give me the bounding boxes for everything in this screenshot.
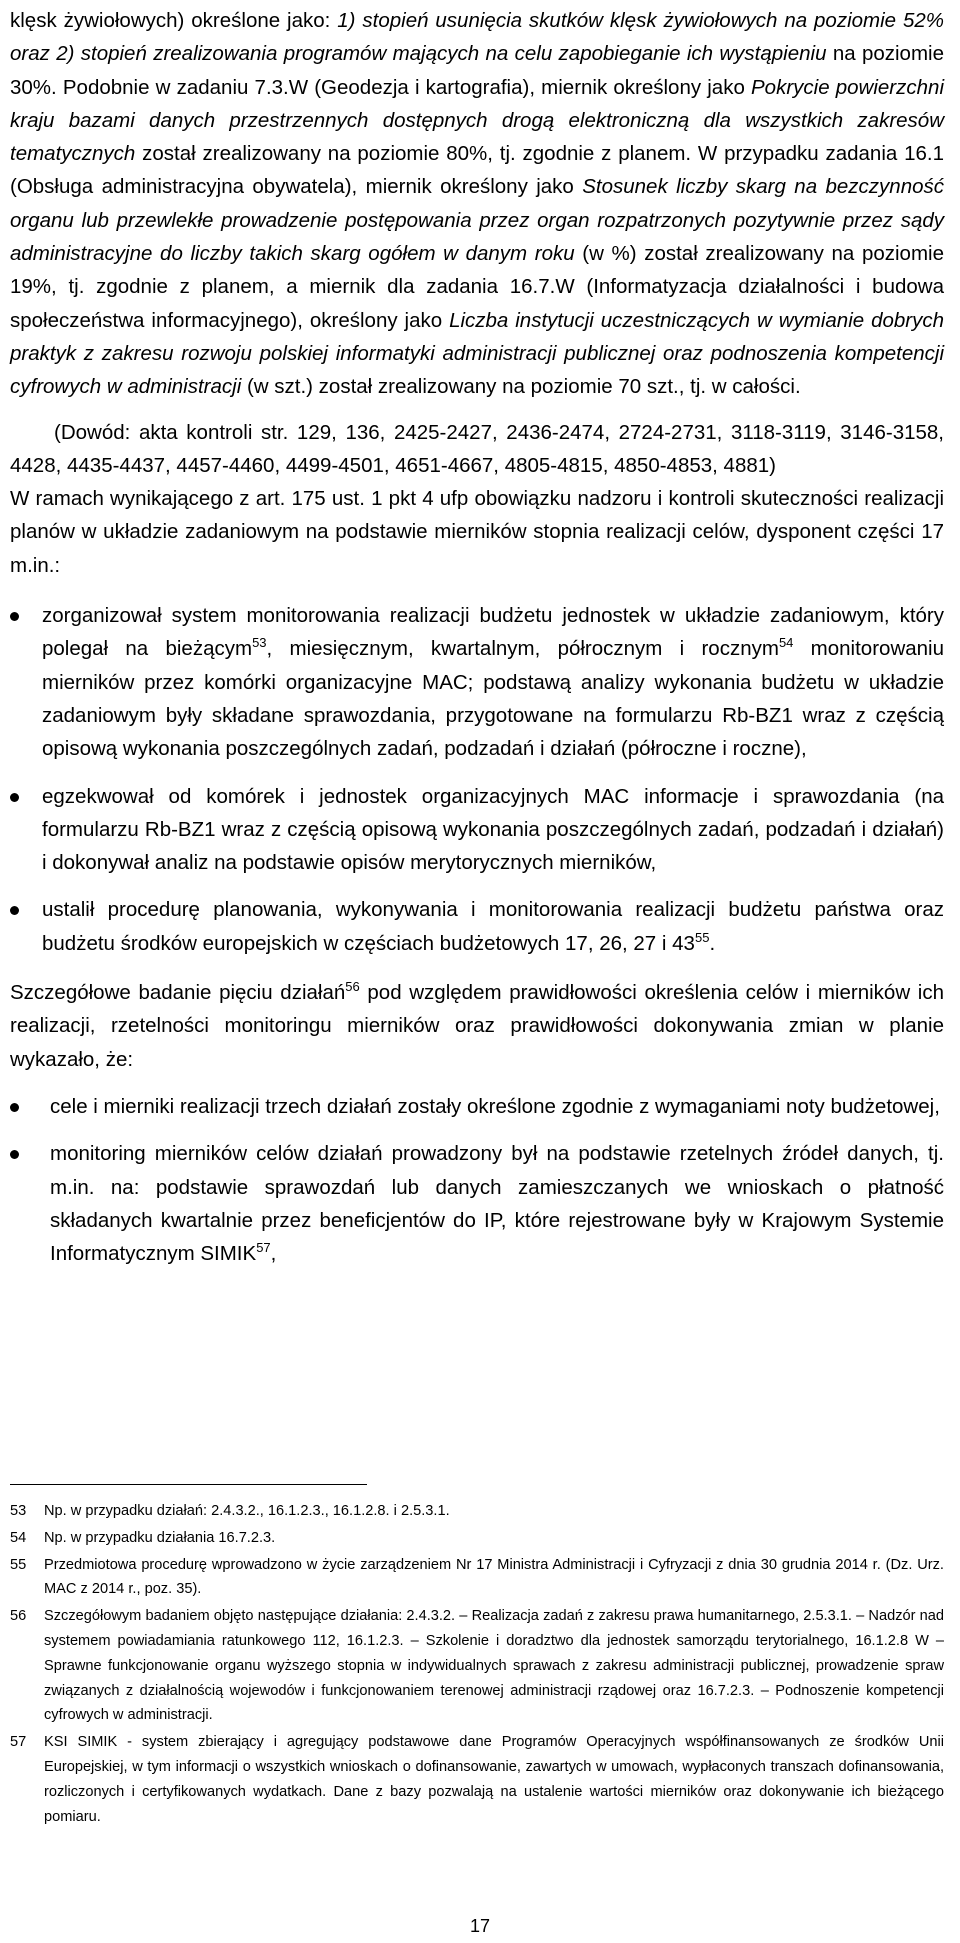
italic-segment: Stosunek liczby skarg na bezczynność organu lub przewlekłe prowadzenie postępowania przez organ rozpatrzonych pozytywnie przez sądy administracyjne do liczby takich skarg ogółem w danym roku: [10, 175, 944, 266]
footnote-text: KSI SIMIK - system zbierający i agregujący podstawowe dane Programów Operacyjnych współfinansowanych ze środków Unii Europejskiej, w tym informacji o wszystkich wnioskach o dofinansowanie, zawartych w umowach, wypłaconych transzach dofinansowania, rozliczonych i certyfikowanych wydatkach. Dane z bazy pozwalają na ustalenie wartości mierników oraz dokonywanie ich bieżącego pomiaru.: [44, 1734, 944, 1825]
paragraph-measures: [10, 4, 944, 404]
list-item: monitoring mierników celów działań prowadzony był na podstawie rzetelnych źródeł danych, tj. m.in. na: podstawie sprawozdań lub danych zamieszczanych we wnioskach o płatność składanych kwartalnie przez beneficjentów do IP, które rejestrowane były w Krajowym Systemie Informatycznym SIMIK$^{57}$,: [10, 1137, 944, 1270]
bullet-icon: [10, 906, 19, 915]
paragraph-detailed-review: Szczegółowe badanie pięciu działań$^{56}$ pod względem prawidłowości określenia celów i mierników ich realizacji, rzetelności monitoringu mierników oraz prawidłowości dokonywania zmian w planie wykazało, że:: [10, 979, 944, 1071]
list-item: zorganizował system monitorowania realizacji budżetu jednostek w układzie zadaniowym, który polegał na bieżącym$^{53}$, miesięcznym, kwartalnym, półrocznym i rocznym$^{54}$ monitorowaniu mierników przez komórki organizacyjne MAC; podstawą analizy wykonania budżetu w układzie zadaniowym były składane sprawozdania, przygotowane na formularzu Rb-BZ1 wraz z częścią opisową wykonania poszczególnych zadań, podzadań i działań (półroczne i roczne),: [10, 599, 944, 765]
footnote-text: Np. w przypadku działań: 2.4.3.2., 16.1.2.3., 16.1.2.8. i 2.5.3.1.: [44, 1503, 450, 1519]
footnote-number: 56: [10, 1608, 27, 1625]
bullet-icon: [10, 1103, 19, 1112]
footnote-ref: 53: [252, 635, 267, 651]
footnote-text: Przedmiotowa procedurę wprowadzono w życie zarządzeniem Nr 17 Ministra Administracji i Cyfryzacji z dnia 30 grudnia 2014 r. (Dz. Urz. MAC z 2014 r., poz. 35).: [44, 1556, 944, 1598]
document-page: [0, 4, 960, 1943]
list-item: cele i mierniki realizacji trzech działań zostały określone zgodnie z wymaganiami noty budżetowej,: [10, 1090, 944, 1123]
footnote: [10, 1526, 944, 1551]
footnote-text: Np. w przypadku działania 16.7.2.3.: [44, 1529, 276, 1546]
text-segment: został zrealizowany na poziomie 80%, tj. zgodnie z planem. W przypadku zadania 16.1 (Obsługa administracyjna obywatela), miernik określony jako: [10, 142, 944, 199]
list-findings: [10, 1090, 944, 1270]
footnote-ref: 57: [256, 1240, 271, 1256]
footnote: [10, 1499, 944, 1524]
footnote-number: 57: [10, 1734, 27, 1751]
text-segment: na poziomie 30%. Podobnie w zadaniu 7.3.W (Geodezja i kartografia), miernik określony jako: [10, 42, 944, 99]
footnote: [10, 1730, 944, 1829]
footnote-ref: 54: [778, 635, 794, 651]
text-segment: (w %) został zrealizowany na poziomie 19%, tj. zgodnie z planem, a miernik dla zadania 16.7.W (Informatyzacja działalności i budowa społeczeństwa informacyjnego), określony jako: [10, 242, 944, 332]
footnote-ref: 56: [345, 979, 360, 995]
footnote-number: 54: [10, 1529, 27, 1546]
bullet-icon: [10, 612, 19, 621]
bullet-icon: [10, 1150, 19, 1159]
italic-segment: 1) stopień usunięcia skutków klęsk żywiołowych na poziomie 52% oraz 2) stopień zrealizowania programów mających na celu zapobieganie ich wystąpieniu: [10, 9, 944, 66]
list-monitoring: [10, 599, 944, 960]
evidence-paragraph: (Dowód: akta kontroli str. 129, 136, 2425-2427, 2436-2474, 2724-2731, 3118-3119, 3146-3158, 4428, 4435-4437, 4457-4460, 4499-4501, 4651-4667, 4805-4815, 4850-4853, 4881): [10, 420, 944, 477]
list-item: egzekwował od komórek i jednostek organizacyjnych MAC informacje i sprawozdania (na formularzu Rb-BZ1 wraz z częścią opisową wykonania poszczególnych zadań, podzadań i działań) i dokonywał analiz na podstawie opisów merytorycznych mierników,: [10, 780, 944, 880]
footnote: [10, 1604, 944, 1728]
footnote-separator: [10, 1484, 367, 1485]
footnote-number: 55: [10, 1556, 27, 1573]
list-item: ustalił procedurę planowania, wykonywania i monitorowania realizacji budżetu państwa oraz budżetu środków europejskich w częściach budżetowych 17, 26, 27 i $43^{55}$.: [10, 893, 944, 960]
page-number: 17: [469, 1916, 491, 1936]
paragraph-supervision: W ramach wynikającego z art. 175 ust. 1 pkt 4 ufp obowiązku nadzoru i kontroli skuteczności realizacji planów w układzie zadaniowym na podstawie mierników stopnia realizacji celów, dysponent części 17 m.in.:: [10, 487, 944, 577]
footnote-number: 53: [10, 1503, 27, 1519]
footnote-ref: 55: [694, 929, 710, 945]
bullet-icon: [10, 793, 19, 802]
text-segment: klęsk żywiołowych) określone jako:: [10, 9, 338, 32]
italic-segment: Pokrycie powierzchni kraju bazami danych przestrzennych dostępnych drogą elektroniczną dla wszystkich zakresów tematycznych: [10, 75, 944, 166]
footnote-text: Szczegółowym badaniem objęto następujące działania: 2.4.3.2. – Realizacja zadań z zakresu prawa humanitarnego, 2.5.3.1. – Nadzór nad systemem powiadamiania ratunkowego 112, 16.1.2.3. – Szkolenie i doradztwo dla jednostek samorządu terytorialnego, 16.1.2.8 W – Sprawne funkcjonowanie organu wyższego stopnia w indywidualnych sprawach z zakresu administracji publicznej, prowadzenie spraw związanych z działalnością wojewodów i funkcjonowaniem terenowej administracji rządowej oraz 16.7.2.3. – Podnoszenie kompetencji cyfrowych w administracji.: [44, 1608, 944, 1724]
text-segment: (w szt.) został zrealizowany na poziomie 70 szt., tj. w całości.: [241, 375, 801, 399]
footnotes: [10, 1499, 944, 1829]
footnote: [10, 1553, 944, 1603]
italic-segment: Liczba instytucji uczestniczących w wymianie dobrych praktyk z zakresu rozwoju polskiej informatyki administracji publicznej oraz podnoszenia kompetencji cyfrowych w administracji: [10, 308, 945, 399]
